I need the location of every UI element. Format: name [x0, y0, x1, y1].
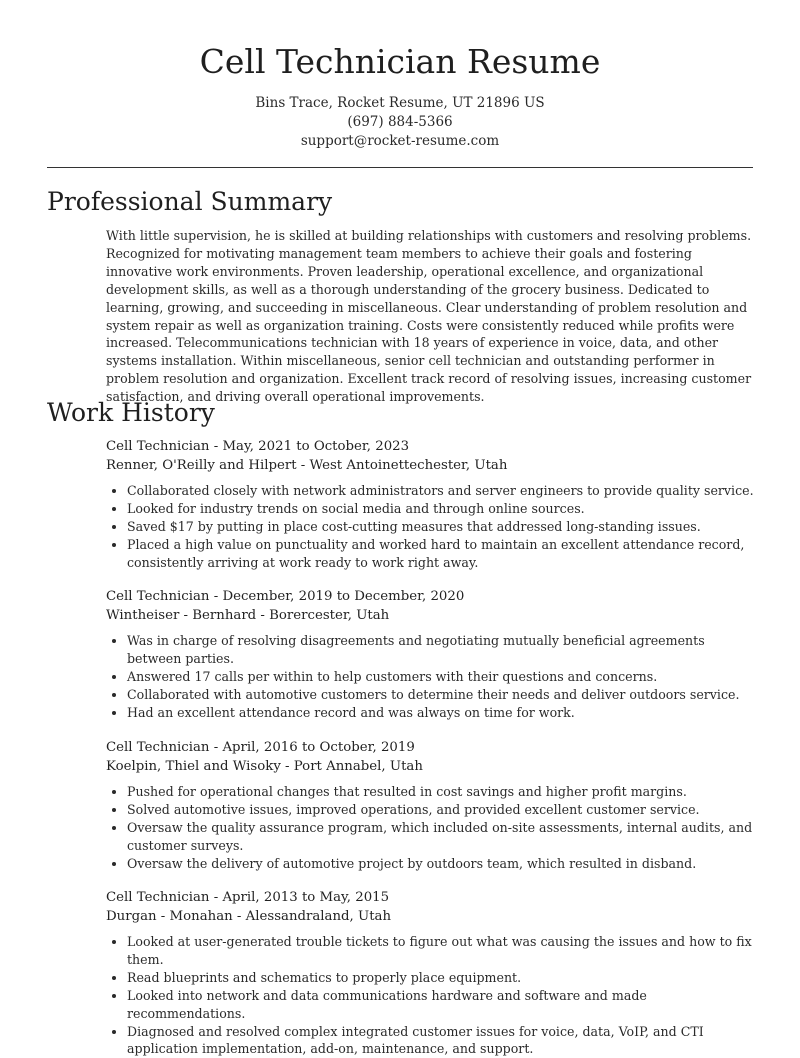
job-duties-list: [106, 783, 756, 873]
job-duties-list: [106, 632, 756, 722]
job-duty: • Looked at user-generated trouble tickets to figure out what was causing the issues and how to fix them.: [127, 933, 756, 969]
job-duty: • Diagnosed and resolved complex integrated customer issues for voice, data, VoIP, and CTI application implementation, add-on, maintenance, and support.: [127, 1023, 756, 1058]
job-duty: • Collaborated with automotive customers to determine their needs and deliver outdoors service.: [127, 686, 756, 704]
job-duty: • Was in charge of resolving disagreements and negotiating mutually beneficial agreements between parties.: [127, 632, 756, 668]
job-company-location: Renner, O'Reilly and Hilpert - West Antoinettechester, Utah: [106, 458, 508, 473]
job-duty: • Read blueprints and schematics to properly place equipment.: [127, 969, 756, 987]
job-duty: • Looked for industry trends on social media and through online sources.: [127, 500, 756, 518]
contact-email: support@rocket-resume.com: [300, 133, 500, 149]
header-divider: [47, 167, 753, 168]
job-company-location: Koelpin, Thiel and Wisoky - Port Annabel, Utah: [106, 759, 423, 774]
summary-heading: Professional Summary: [47, 187, 333, 216]
job-duty: • Oversaw the quality assurance program, which included on-site assessments, internal audits, and customer surveys.: [127, 819, 756, 855]
job-duty: • Oversaw the delivery of automotive project by outdoors team, which resulted in disband.: [127, 855, 756, 873]
job-duty: • Answered 17 calls per within to help customers with their questions and concerns.: [127, 668, 756, 686]
job-duty: • Saved $17 by putting in place cost-cutting measures that addressed long-standing issues.: [127, 518, 756, 536]
job-duty: • Collaborated closely with network administrators and server engineers to provide quality service.: [127, 482, 756, 500]
job-duty: • Pushed for operational changes that resulted in cost savings and higher profit margins.: [127, 783, 756, 801]
job-title-dates: Cell Technician - April, 2016 to October, 2019: [106, 740, 415, 755]
job-title-dates: Cell Technician - May, 2021 to October, 2023: [106, 439, 410, 454]
job-duty: • Had an excellent attendance record and was always on time for work.: [127, 704, 756, 722]
summary-text: With little supervision, he is skilled at building relationships with customers and resolving problems. Recognized for motivating management team members to achieve their goals and fostering innovative work environments. Proven leadership, operational excellence, and organizational development skills, as well as a thorough understanding of the grocery business. Dedicated to learning, growing, and succeeding in miscellaneous. Clear understanding of problem resolution and system repair as well as organization training. Costs were consistently reduced while profits were increased. Telecommunications technician with 18 years of experience in voice, data, and other systems installation. Within miscellaneous, senior cell technician and outstanding performer in problem resolution and organization. Excellent track record of resolving issues, increasing customer satisfaction, and driving overall operational improvements.: [106, 228, 752, 405]
job-duty: • Solved automotive issues, improved operations, and provided excellent customer service.: [127, 801, 756, 819]
work-history-heading: Work History: [47, 398, 215, 427]
job-entry: [106, 888, 756, 1058]
job-entry: [106, 437, 756, 572]
job-company-location: Wintheiser - Bernhard - Borercester, Utah: [106, 608, 390, 623]
job-entry: [106, 587, 756, 722]
job-title-dates: Cell Technician - April, 2013 to May, 2015: [106, 890, 390, 905]
job-duties-list: [106, 933, 756, 1058]
contact-block: [0, 94, 800, 151]
contact-phone: (697) 884-5366: [347, 114, 453, 130]
job-duty: • Placed a high value on punctuality and worked hard to maintain an excellent attendance record, consistently arriving at work ready to work right away.: [127, 536, 756, 572]
resume-title: Cell Technician Resume: [199, 42, 601, 81]
job-duties-list: [106, 482, 756, 572]
job-company-location: Durgan - Monahan - Alessandraland, Utah: [106, 909, 392, 924]
job-duty: • Looked into network and data communications hardware and software and made recommendations.: [127, 987, 756, 1023]
job-entry: [106, 738, 756, 873]
contact-address: Bins Trace, Rocket Resume, UT 21896 US: [255, 95, 545, 111]
job-title-dates: Cell Technician - December, 2019 to December, 2020: [106, 589, 465, 604]
